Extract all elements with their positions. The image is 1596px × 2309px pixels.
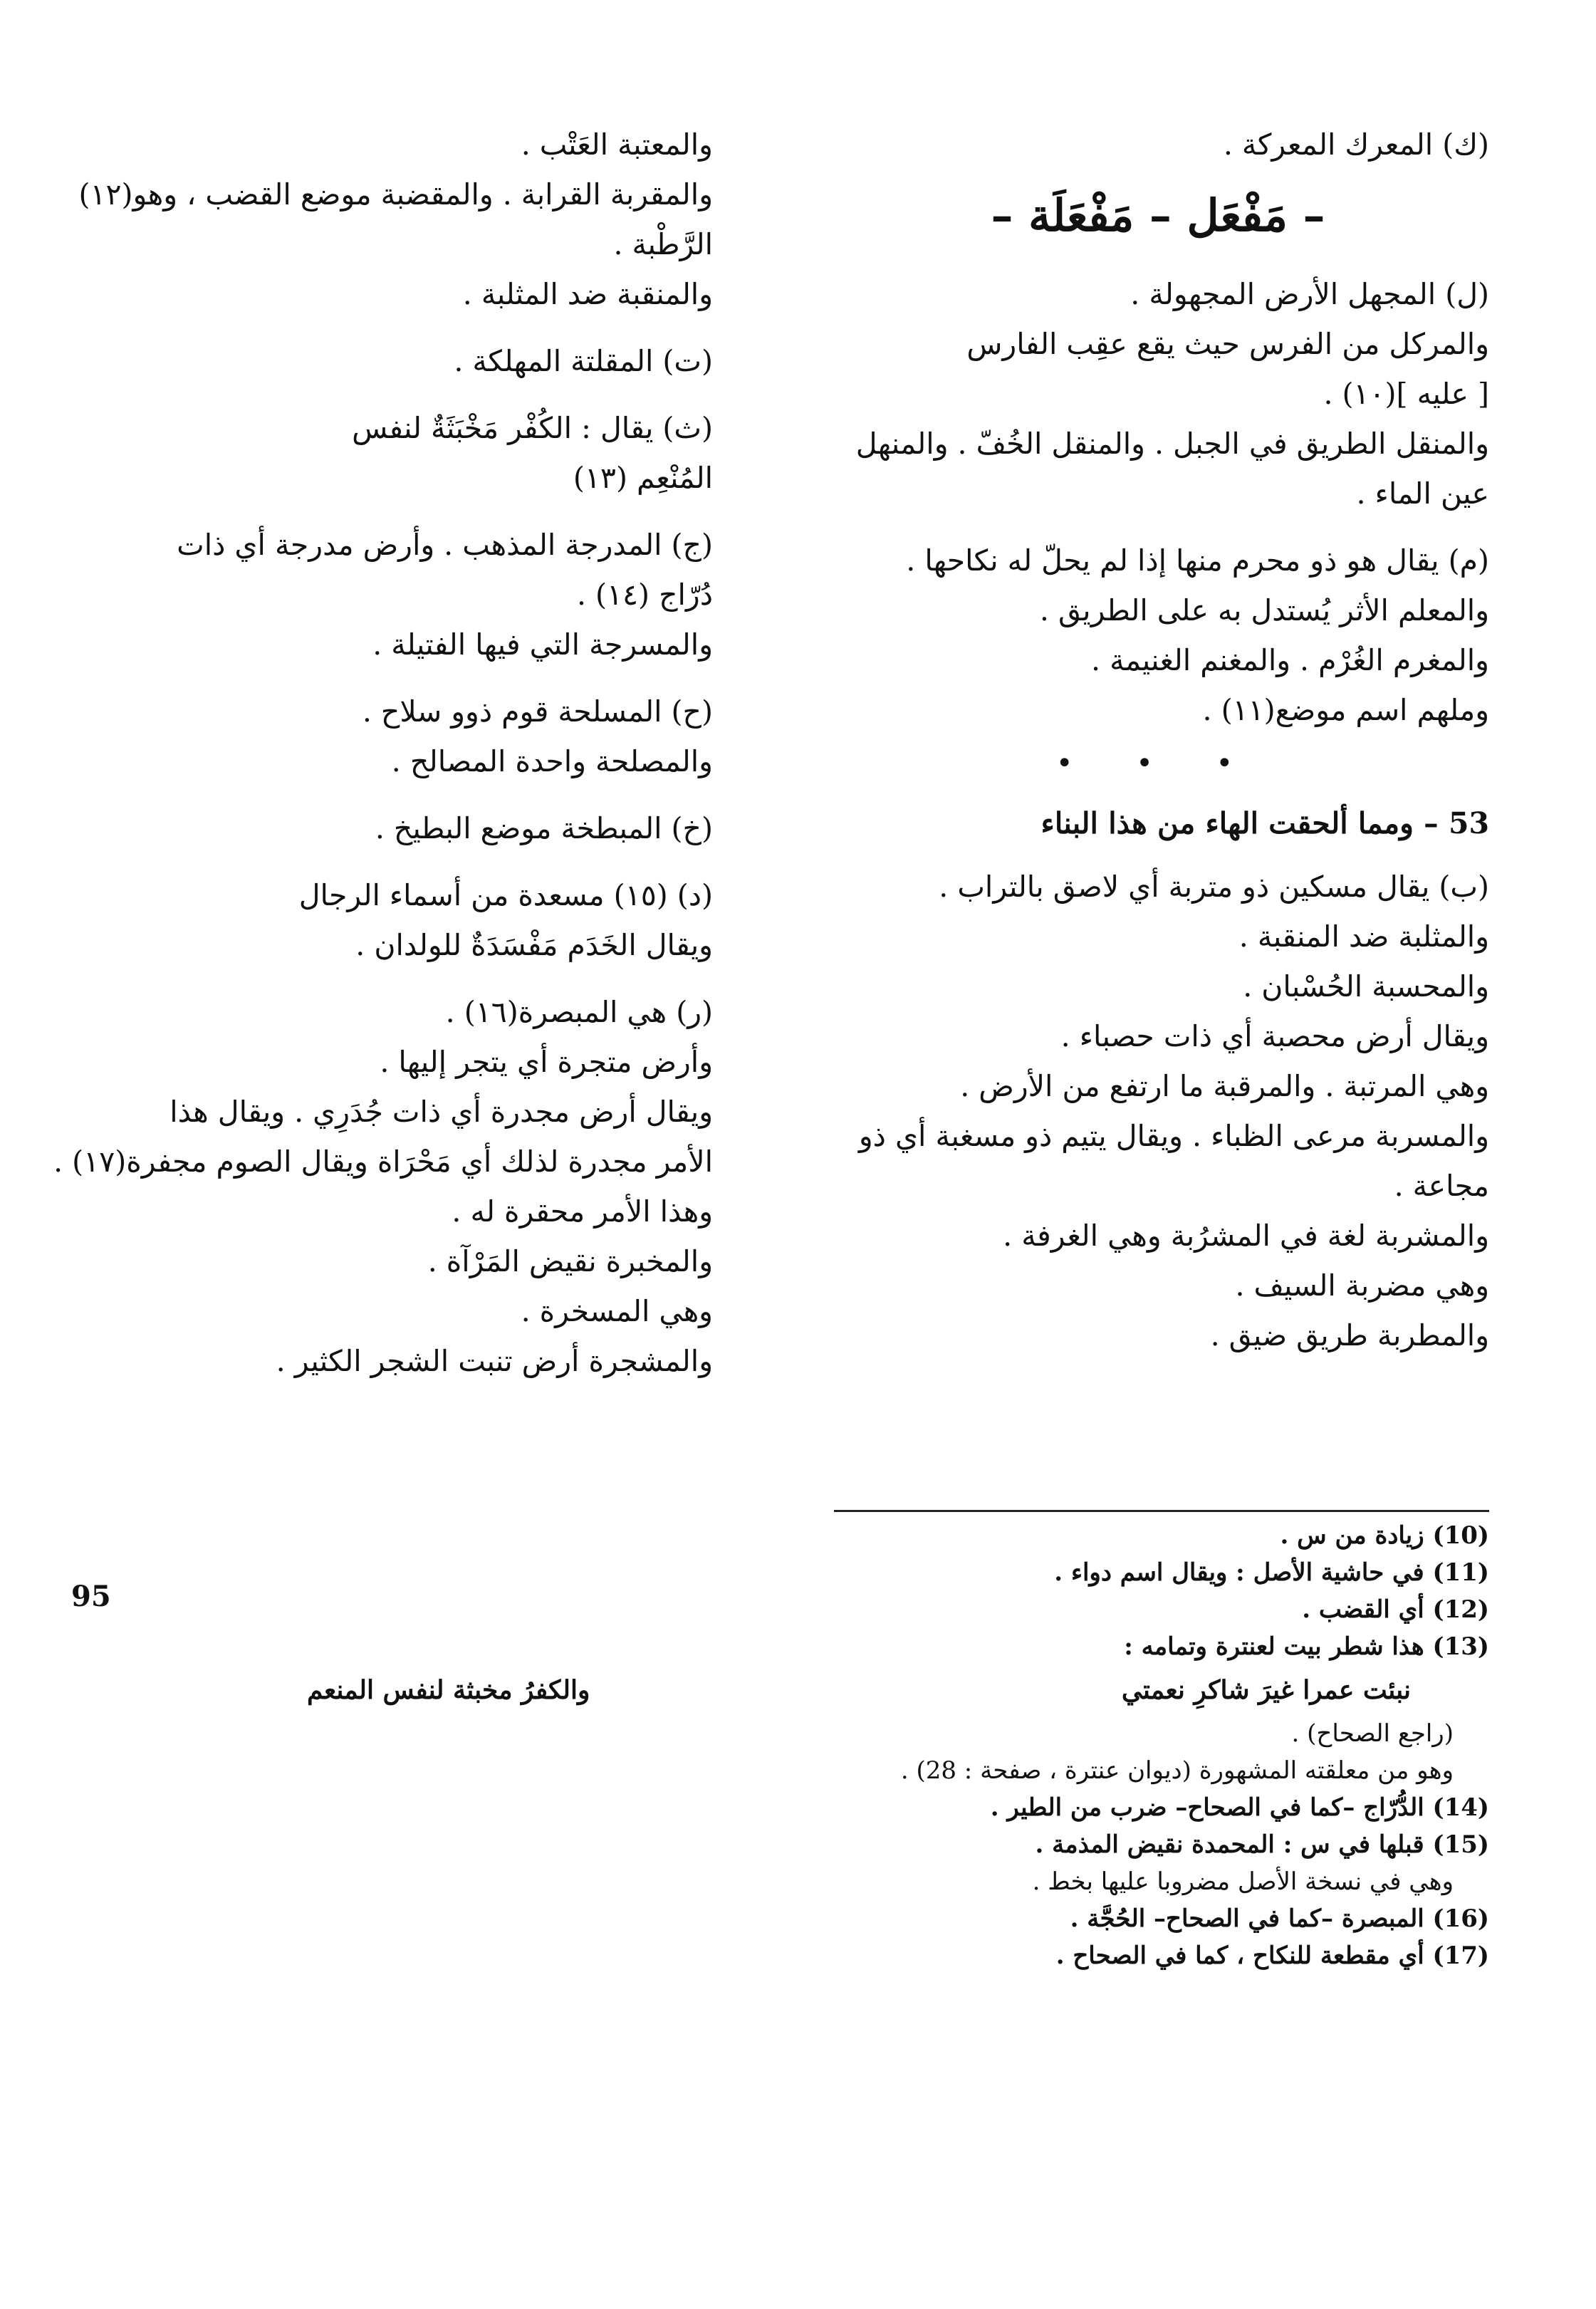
footnote: (15) قبلها في س : المحمدة نقيض المذمة . [1035,1830,1489,1859]
text-line: والمشربة لغة في المشرُبة وهي الغرفة . [1003,1219,1489,1253]
text-line: (م) يقال هو ذو محرم منها إذا لم يحلّ له نكاحها . [906,543,1489,578]
verse [307,1665,1489,1715]
intro-line: (ك) المعرك المعركة . [1223,127,1489,162]
text-line: وهي المرتبة . والمرقبة ما ارتفع من الأرض . [960,1069,1489,1103]
text-line: الأمر مجدرة لذلك أي مَحْرَاة ويقال الصوم مجفرة(١٧) . [53,1145,713,1179]
text-line: والمخبرة نقيض المَرْآة . [427,1244,713,1278]
text-line: وهذا الأمر محقرة له . [452,1194,713,1229]
text-line: ويقال الخَدَم مَفْسَدَةٌ للولدان . [355,928,713,962]
text-line: مجاعة . [1394,1169,1489,1203]
page-number: 95 [71,1580,111,1613]
text-line: ويقال أرض مجدرة أي ذات جُدَرِي . ويقال هذا [169,1095,713,1129]
text-line: ويقال أرض محصبة أي ذات حصباء . [1060,1019,1489,1053]
footnote: (17) أي مقطعة للنكاح ، كما في الصحاح . [1055,1941,1489,1970]
text-line: والمثلبة ضد المنقبة . [1238,919,1489,954]
text-line: (خ) المبطخة موضع البطيخ . [375,811,713,845]
text-line: (ب) يقال مسكين ذو متربة أي لاصق بالتراب . [939,870,1489,904]
footnote: (10) زيادة من س . [1280,1521,1489,1550]
text-line: والمحسبة الحُسْبان . [1243,969,1489,1004]
text-line: وأرض متجرة أي يتجر إليها . [380,1045,713,1079]
text-line: والمعتبة العَتْب . [521,127,713,162]
text-line: والمنقل الطريق في الجبل . والمنقل الخُفّ . والمنهل [855,427,1489,461]
text-line: وملهم اسم موضع(١١) . [1202,693,1489,727]
text-line: والمسرجة التي فيها الفتيلة . [372,627,713,662]
text-line: والمطربة طريق ضيق . [1210,1318,1489,1352]
text-line: [ عليه ](١٠) . [1323,377,1489,411]
text-line: (ج) المدرجة المذهب . وأرض مدرجة أي ذات [177,528,713,562]
text-line: والمشجرة أرض تنبت الشجر الكثير . [276,1344,713,1378]
section-title: 53 – ومما ألحقت الهاء من هذا البناء [1040,806,1489,840]
text-line: والمصلحة واحدة المصالح . [391,744,713,778]
text-line: والمغرم الغُرْم . والمغنم الغنيمة . [1091,643,1489,677]
text-line: (ت) المقلتة المهلكة . [454,344,713,378]
text-line: عين الماء . [1356,476,1489,511]
verse-first-hemistich: نبئت عمرا غيرَ شاكرِ نعمتي [1121,1675,1411,1705]
footnote-continuation: وهو من معلقته المشهورة (ديوان عنترة ، صفحة : 28) . [900,1756,1454,1785]
text-line: والمركل من الفرس حيث يقع عقِب الفارس [966,327,1489,361]
footnote: (13) هذا شطر بيت لعنترة وتمامه : [1124,1632,1489,1661]
text-line: (ل) المجهل الأرض المجهولة . [1130,277,1489,311]
footnote: (16) المبصرة –كما في الصحاح– الحُجَّة . [1070,1904,1489,1933]
footnote: (12) أي القضب . [1302,1595,1489,1624]
text-line: وهي مضربة السيف . [1235,1268,1489,1303]
left-column [53,120,713,1386]
section-heading: – مَفْعَل – مَفْعَلَة – [991,189,1325,241]
verse-second-hemistich: والكفرُ مخبثة لنفس المنعم [307,1675,590,1705]
text-line: والمنقبة ضد المثلبة . [462,277,713,311]
text-line: (ر) هي المبصرة(١٦) . [445,995,713,1029]
footnote: (11) في حاشية الأصل : ويقال اسم دواء . [1054,1558,1489,1587]
text-line: والمسربة مرعى الظباء . ويقال يتيم ذو مسغبة أي ذو [858,1119,1489,1153]
footnote: (14) الدُّرّاج –كما في الصحاح– ضرب من الطير . [990,1793,1489,1822]
text-line: دُرّاج (١٤) . [576,578,713,612]
section-divider-dots: • • • [1055,747,1261,780]
text-line: (د) (١٥) مسعدة من أسماء الرجال [298,878,713,912]
footnote-continuation: (راجع الصحاح) . [1291,1719,1454,1748]
footnote-separator [834,1510,1489,1512]
text-line: وهي المسخرة . [521,1294,713,1328]
footnotes [100,1517,1489,1974]
text-line: والمعلم الأثر يُستدل به على الطريق . [1039,593,1489,627]
text-line: الرَّطْبة . [613,227,713,261]
text-line: (ح) المسلحة قوم ذوو سلاح . [362,694,713,729]
footnote-continuation: وهي في نسخة الأصل مضروبا عليها بخط . [1032,1867,1454,1896]
text-line: (ث) يقال : الكُفْر مَخْبَثَةٌ لنفس [352,411,713,445]
right-column [827,120,1489,1360]
text-line: المُنْعِم (١٣) [573,461,713,495]
text-line: والمقربة القرابة . والمقضبة موضع القضب ، وهو(١٢) [78,177,713,212]
